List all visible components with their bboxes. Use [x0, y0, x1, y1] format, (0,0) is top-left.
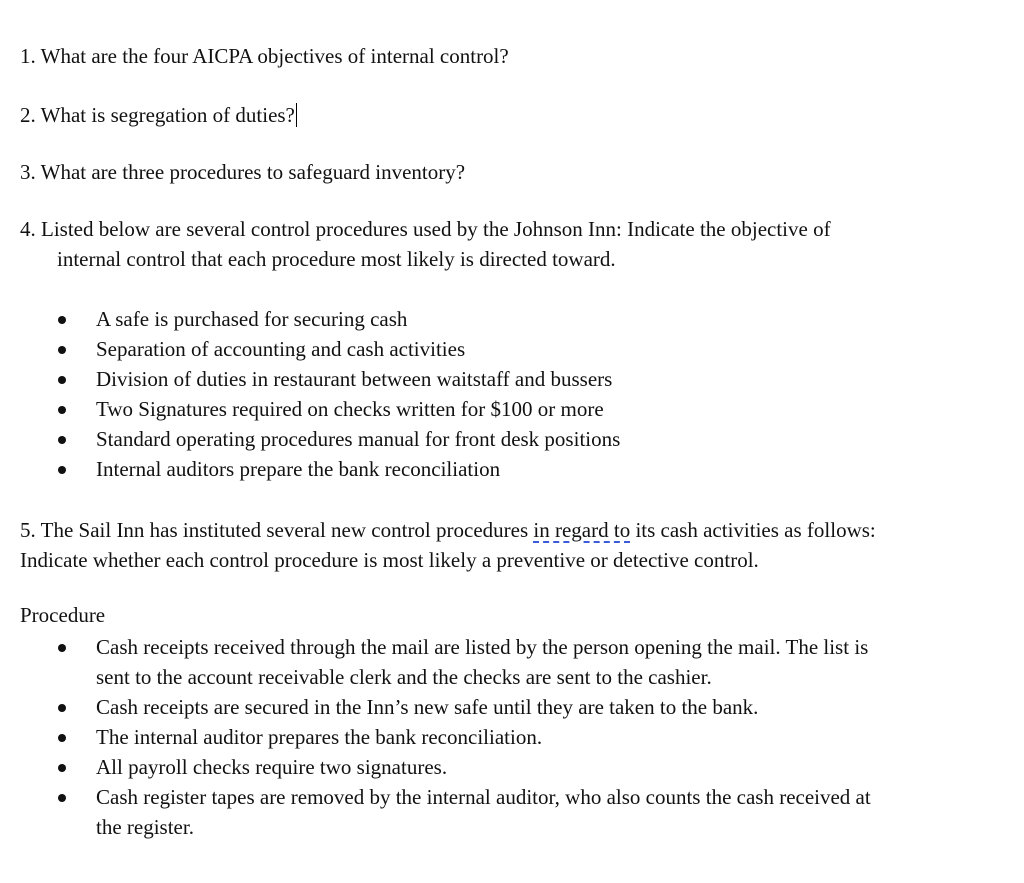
- bullet-icon: [58, 734, 66, 742]
- question-5-line-1-end: its cash activities as follows:: [630, 518, 876, 542]
- list-item: Separation of accounting and cash activities: [0, 334, 620, 364]
- bullet-icon: [58, 794, 66, 802]
- list-item: Division of duties in restaurant between waitstaff and bussers: [0, 364, 620, 394]
- question-5: [20, 515, 876, 575]
- list-item: The internal auditor prepares the bank reconciliation.: [0, 722, 871, 752]
- list-item: Cash receipts are secured in the Inn’s new safe until they are taken to the bank.: [0, 692, 871, 722]
- procedure-heading: Procedure: [20, 603, 106, 627]
- list-item: Cash receipts received through the mail are listed by the person opening the mail. The list is sent to the account receivable clerk and the checks are sent to the cashier.: [0, 632, 871, 692]
- list-item: Two Signatures required on checks written for $100 or more: [0, 394, 620, 424]
- list-item: All payroll checks require two signatures.: [0, 752, 871, 782]
- list-item: Cash register tapes are removed by the internal auditor, who also counts the cash received at the register.: [0, 782, 871, 842]
- question-3: [20, 157, 465, 187]
- question-5-line-2: Indicate whether each control procedure is most likely a preventive or detective control.: [20, 548, 759, 572]
- bullet-icon: [58, 346, 66, 354]
- question-4-line-1: 4. Listed below are several control procedures used by the Johnson Inn: Indicate the objective of: [20, 217, 831, 241]
- question-4-line-2: internal control that each procedure most likely is directed toward.: [57, 247, 616, 271]
- text-cursor: [296, 103, 297, 127]
- question-1-text: 1. What are the four AICPA objectives of internal control?: [20, 44, 509, 68]
- bullet-icon: [58, 704, 66, 712]
- question-2-text: 2. What is segregation of duties?: [20, 103, 295, 127]
- list-item: Standard operating procedures manual for front desk positions: [0, 424, 620, 454]
- bullet-icon: [58, 644, 66, 652]
- question-1: [20, 41, 509, 71]
- bullet-icon: [58, 376, 66, 384]
- question-4: [20, 214, 831, 274]
- question-4-bullet-list: [0, 304, 620, 484]
- bullet-icon: [58, 316, 66, 324]
- question-2: [20, 100, 297, 130]
- bullet-icon: [58, 436, 66, 444]
- bullet-icon: [58, 466, 66, 474]
- list-item: Internal auditors prepare the bank reconciliation: [0, 454, 620, 484]
- question-5-bullet-list: [0, 632, 871, 842]
- list-item: A safe is purchased for securing cash: [0, 304, 620, 334]
- bullet-icon: [58, 764, 66, 772]
- question-3-text: 3. What are three procedures to safeguard inventory?: [20, 160, 466, 184]
- bullet-icon: [58, 406, 66, 414]
- grammar-suggestion-mark[interactable]: in regard to: [533, 518, 631, 542]
- question-5-line-1-start: 5. The Sail Inn has instituted several new control procedures: [20, 518, 534, 542]
